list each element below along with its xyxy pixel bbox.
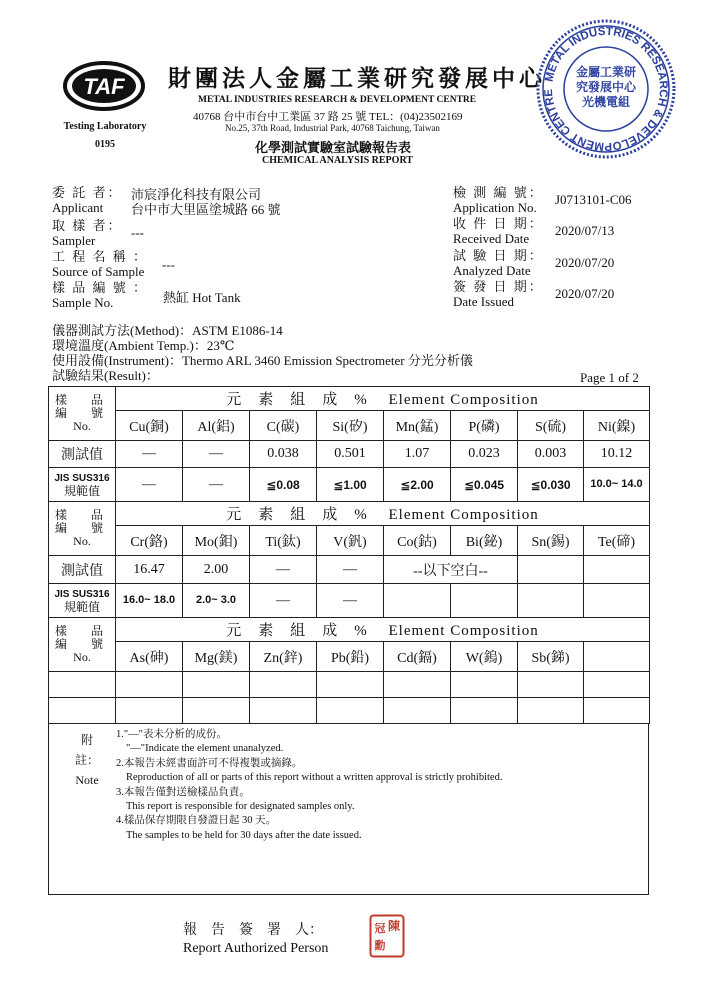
notes-label-en: Note <box>75 773 99 787</box>
note-line: Reproduction of all or parts of this report without a written approval is strictly prohibited. <box>126 772 503 784</box>
spec-cell: — <box>317 584 384 618</box>
spec-cell: 2.0~ 3.0 <box>183 584 250 618</box>
test-value-cell <box>518 556 584 584</box>
element-cell: Te(碲) <box>584 526 650 556</box>
composition-table <box>48 386 650 724</box>
element-cell: Sn(錫) <box>518 526 584 556</box>
note-line: This report is responsible for designated samples only. <box>126 801 355 813</box>
analyzed-date-label-en: Analyzed Date <box>453 263 531 278</box>
note-line: The samples to be held for 30 days after the date issued. <box>126 829 362 841</box>
table-row <box>49 502 650 526</box>
test-value-cell: 10.12 <box>584 441 650 468</box>
report-title-en: CHEMICAL ANALYSIS REPORT <box>262 155 413 166</box>
table-row <box>49 556 650 584</box>
method-line: 儀器測試方法(Method)：ASTM E1086-14 <box>52 323 283 338</box>
source-value: --- <box>162 257 175 272</box>
test-value-cell: 0.023 <box>451 441 518 468</box>
sample-no-label <box>52 280 148 310</box>
spec-cell: — <box>116 468 183 502</box>
spec-cell <box>518 584 584 618</box>
note-line: 4.樣品保存期限自發證日起 30 天。 <box>116 815 277 827</box>
element-cell: Ni(鎳) <box>584 411 650 441</box>
report-title-cn: 化學測試實驗室試驗報告表 <box>255 140 412 155</box>
test-value-cell: — <box>183 441 250 468</box>
element-cell: Pb(鉛) <box>317 642 384 672</box>
applicant-address: 台中市大里區塗城路 66 號 <box>131 202 281 217</box>
sample-no-header: 樣 品 編 號 No. <box>49 387 116 441</box>
spec-cell: ≦1.00 <box>317 468 384 502</box>
seal-inner-line2: 究發展中心 <box>575 80 637 94</box>
ambient-temp-line: 環境溫度(Ambient Temp.)：23℃ <box>52 338 235 353</box>
org-name-cn: 財團法人金屬工業研究發展中心 <box>168 66 546 91</box>
issued-date-value: 2020/07/20 <box>555 286 615 301</box>
notes-label-cn: 附註： <box>74 733 99 767</box>
application-no-label <box>453 185 544 215</box>
element-cell: Al(鋁) <box>183 411 250 441</box>
element-cell: Cr(鉻) <box>116 526 183 556</box>
applicant-label <box>52 185 123 215</box>
received-date-label-cn: 收 件 日 期： <box>453 216 544 231</box>
address-cn: 40768 台中市台中工業區 37 路 25 號 TEL：(04)23502169 <box>193 111 463 123</box>
table-row <box>49 698 650 724</box>
seal-inner-line3: 光機電組 <box>581 95 631 109</box>
lab-number: 0195 <box>95 139 115 150</box>
sampler-value: --- <box>131 225 144 240</box>
seal-outer-text: METAL INDUSTRIES RESEARCH & DEVELOPMENT CENTRE <box>542 25 670 153</box>
sampler-label <box>52 218 123 248</box>
test-value-cell: — <box>250 556 317 584</box>
notes-list <box>116 728 502 843</box>
note-line: 3.本報告僅對送檢樣品負責。 <box>116 786 250 798</box>
signature-stamp <box>369 914 405 958</box>
test-value-cell <box>584 556 650 584</box>
spec-cell <box>451 584 518 618</box>
composition-title: 元 素 組 成 % Element Composition <box>116 387 650 411</box>
spec-cell: 10.0~ 14.0 <box>584 468 650 502</box>
spec-cell <box>584 584 650 618</box>
element-cell: P(磷) <box>451 411 518 441</box>
element-cell: V(釩) <box>317 526 384 556</box>
element-cell: Mo(鉬) <box>183 526 250 556</box>
lab-label <box>40 118 170 154</box>
test-value-cell: 16.47 <box>116 556 183 584</box>
spec-label: JIS SUS316 規範值 <box>49 584 116 618</box>
spec-cell: 16.0~ 18.0 <box>116 584 183 618</box>
blank-below-marker: --以下空白-- <box>384 556 518 584</box>
signature-label <box>183 922 328 958</box>
test-value-label: 測試值 <box>49 441 116 468</box>
analyzed-date-label-cn: 試 驗 日 期： <box>453 248 544 263</box>
svg-text:陳: 陳 <box>387 919 401 933</box>
taf-logo <box>62 60 146 112</box>
signature-label-en: Report Authorized Person <box>183 941 329 956</box>
applicant-label-en: Applicant <box>52 200 104 215</box>
application-no-label-en: Application No. <box>453 200 537 215</box>
taf-logo-text: TAF <box>83 74 125 99</box>
table-row <box>49 618 650 642</box>
spec-cell: — <box>183 468 250 502</box>
spec-cell: ≦2.00 <box>384 468 451 502</box>
element-cell: Cu(銅) <box>116 411 183 441</box>
lab-label-text: Testing Laboratory <box>63 121 147 132</box>
application-no-value: J0713101-C06 <box>555 192 632 207</box>
note-line: "—"Indicate the element unanalyzed. <box>126 743 284 755</box>
svg-text:勳: 勳 <box>374 940 386 952</box>
spec-cell <box>384 584 451 618</box>
instrument-line: 使用設備(Instrument)：Thermo ARL 3460 Emission Spectrometer 分光分析儀 <box>52 353 473 368</box>
issued-date-label-en: Date Issued <box>453 294 515 309</box>
analyzed-date-value: 2020/07/20 <box>555 255 615 270</box>
element-cell: Si(矽) <box>317 411 384 441</box>
element-cell: Bi(鉍) <box>451 526 518 556</box>
spec-cell: ≦0.08 <box>250 468 317 502</box>
element-cell: Mg(鎂) <box>183 642 250 672</box>
signature-label-cn: 報 告 簽 署 人： <box>183 923 323 938</box>
test-value-cell: — <box>317 556 384 584</box>
sample-no-header: 樣 品 編 號 No. <box>49 618 116 672</box>
source-label-en: Source of Sample <box>52 264 145 279</box>
org-seal-stamp <box>535 18 677 160</box>
source-label <box>52 249 148 279</box>
element-cell: S(硫) <box>518 411 584 441</box>
element-cell <box>584 642 650 672</box>
table-row <box>49 526 650 556</box>
table-row <box>49 387 650 411</box>
org-name-en: METAL INDUSTRIES RESEARCH & DEVELOPMENT CENTRE <box>198 95 477 105</box>
svg-text:冠: 冠 <box>374 923 386 935</box>
sampler-label-cn: 取 樣 者： <box>52 218 123 233</box>
note-line: 2.本報告未經書面許可不得複製或摘錄。 <box>116 757 303 769</box>
element-cell: Ti(鈦) <box>250 526 317 556</box>
element-cell: As(砷) <box>116 642 183 672</box>
sample-no-value: 熱缸 Hot Tank <box>163 290 241 305</box>
test-value-cell: 0.501 <box>317 441 384 468</box>
received-date-label <box>453 216 544 246</box>
spec-cell: ≦0.045 <box>451 468 518 502</box>
composition-title: 元 素 組 成 % Element Composition <box>116 502 650 526</box>
note-line: 1."—"表未分析的成份。 <box>116 729 227 740</box>
table-row <box>49 584 650 618</box>
sample-no-header: 樣 品 編 號 No. <box>49 502 116 556</box>
table-row <box>49 672 650 698</box>
table-row <box>49 441 650 468</box>
test-value-cell: 1.07 <box>384 441 451 468</box>
received-date-label-en: Received Date <box>453 231 530 246</box>
received-date-value: 2020/07/13 <box>555 223 615 238</box>
table-row <box>49 642 650 672</box>
analyzed-date-label <box>453 248 544 278</box>
test-value-cell: — <box>116 441 183 468</box>
address-en: No.25, 37th Road, Industrial Park, 40768 Taichung, Taiwan <box>225 123 440 133</box>
test-value-cell: 0.038 <box>250 441 317 468</box>
spec-cell: ≦0.030 <box>518 468 584 502</box>
spec-label: JIS SUS316 規範值 <box>49 468 116 502</box>
element-cell: Mn(錳) <box>384 411 451 441</box>
page-number: Page 1 of 2 <box>580 370 639 385</box>
table-row <box>49 411 650 441</box>
element-cell: Sb(銻) <box>518 642 584 672</box>
sample-no-label-en: Sample No. <box>52 295 114 310</box>
result-label: 試驗結果(Result)： <box>52 368 159 383</box>
applicant-name: 沛宸淨化科技有限公司 <box>131 187 262 202</box>
element-cell: Zn(鋅) <box>250 642 317 672</box>
issued-date-label <box>453 279 544 309</box>
element-cell: Co(鈷) <box>384 526 451 556</box>
test-value-cell: 2.00 <box>183 556 250 584</box>
notes-label <box>72 730 102 790</box>
composition-title: 元 素 組 成 % Element Composition <box>116 618 650 642</box>
source-label-cn: 工 程 名 稱 ： <box>52 249 149 264</box>
test-value-cell: 0.003 <box>518 441 584 468</box>
element-cell: W(鎢) <box>451 642 518 672</box>
seal-inner-line1: 金屬工業研 <box>575 65 637 79</box>
issued-date-label-cn: 簽 發 日 期： <box>453 279 544 294</box>
table-row <box>49 468 650 502</box>
spec-cell: — <box>250 584 317 618</box>
application-no-label-cn: 檢 測 編 號： <box>453 185 544 200</box>
applicant-label-cn: 委 託 者： <box>52 185 123 200</box>
sampler-label-en: Sampler <box>52 233 96 248</box>
sample-no-label-cn: 樣 品 編 號 ： <box>52 280 149 295</box>
test-value-label: 測試值 <box>49 556 116 584</box>
element-cell: C(碳) <box>250 411 317 441</box>
element-cell: Cd(鎘) <box>384 642 451 672</box>
